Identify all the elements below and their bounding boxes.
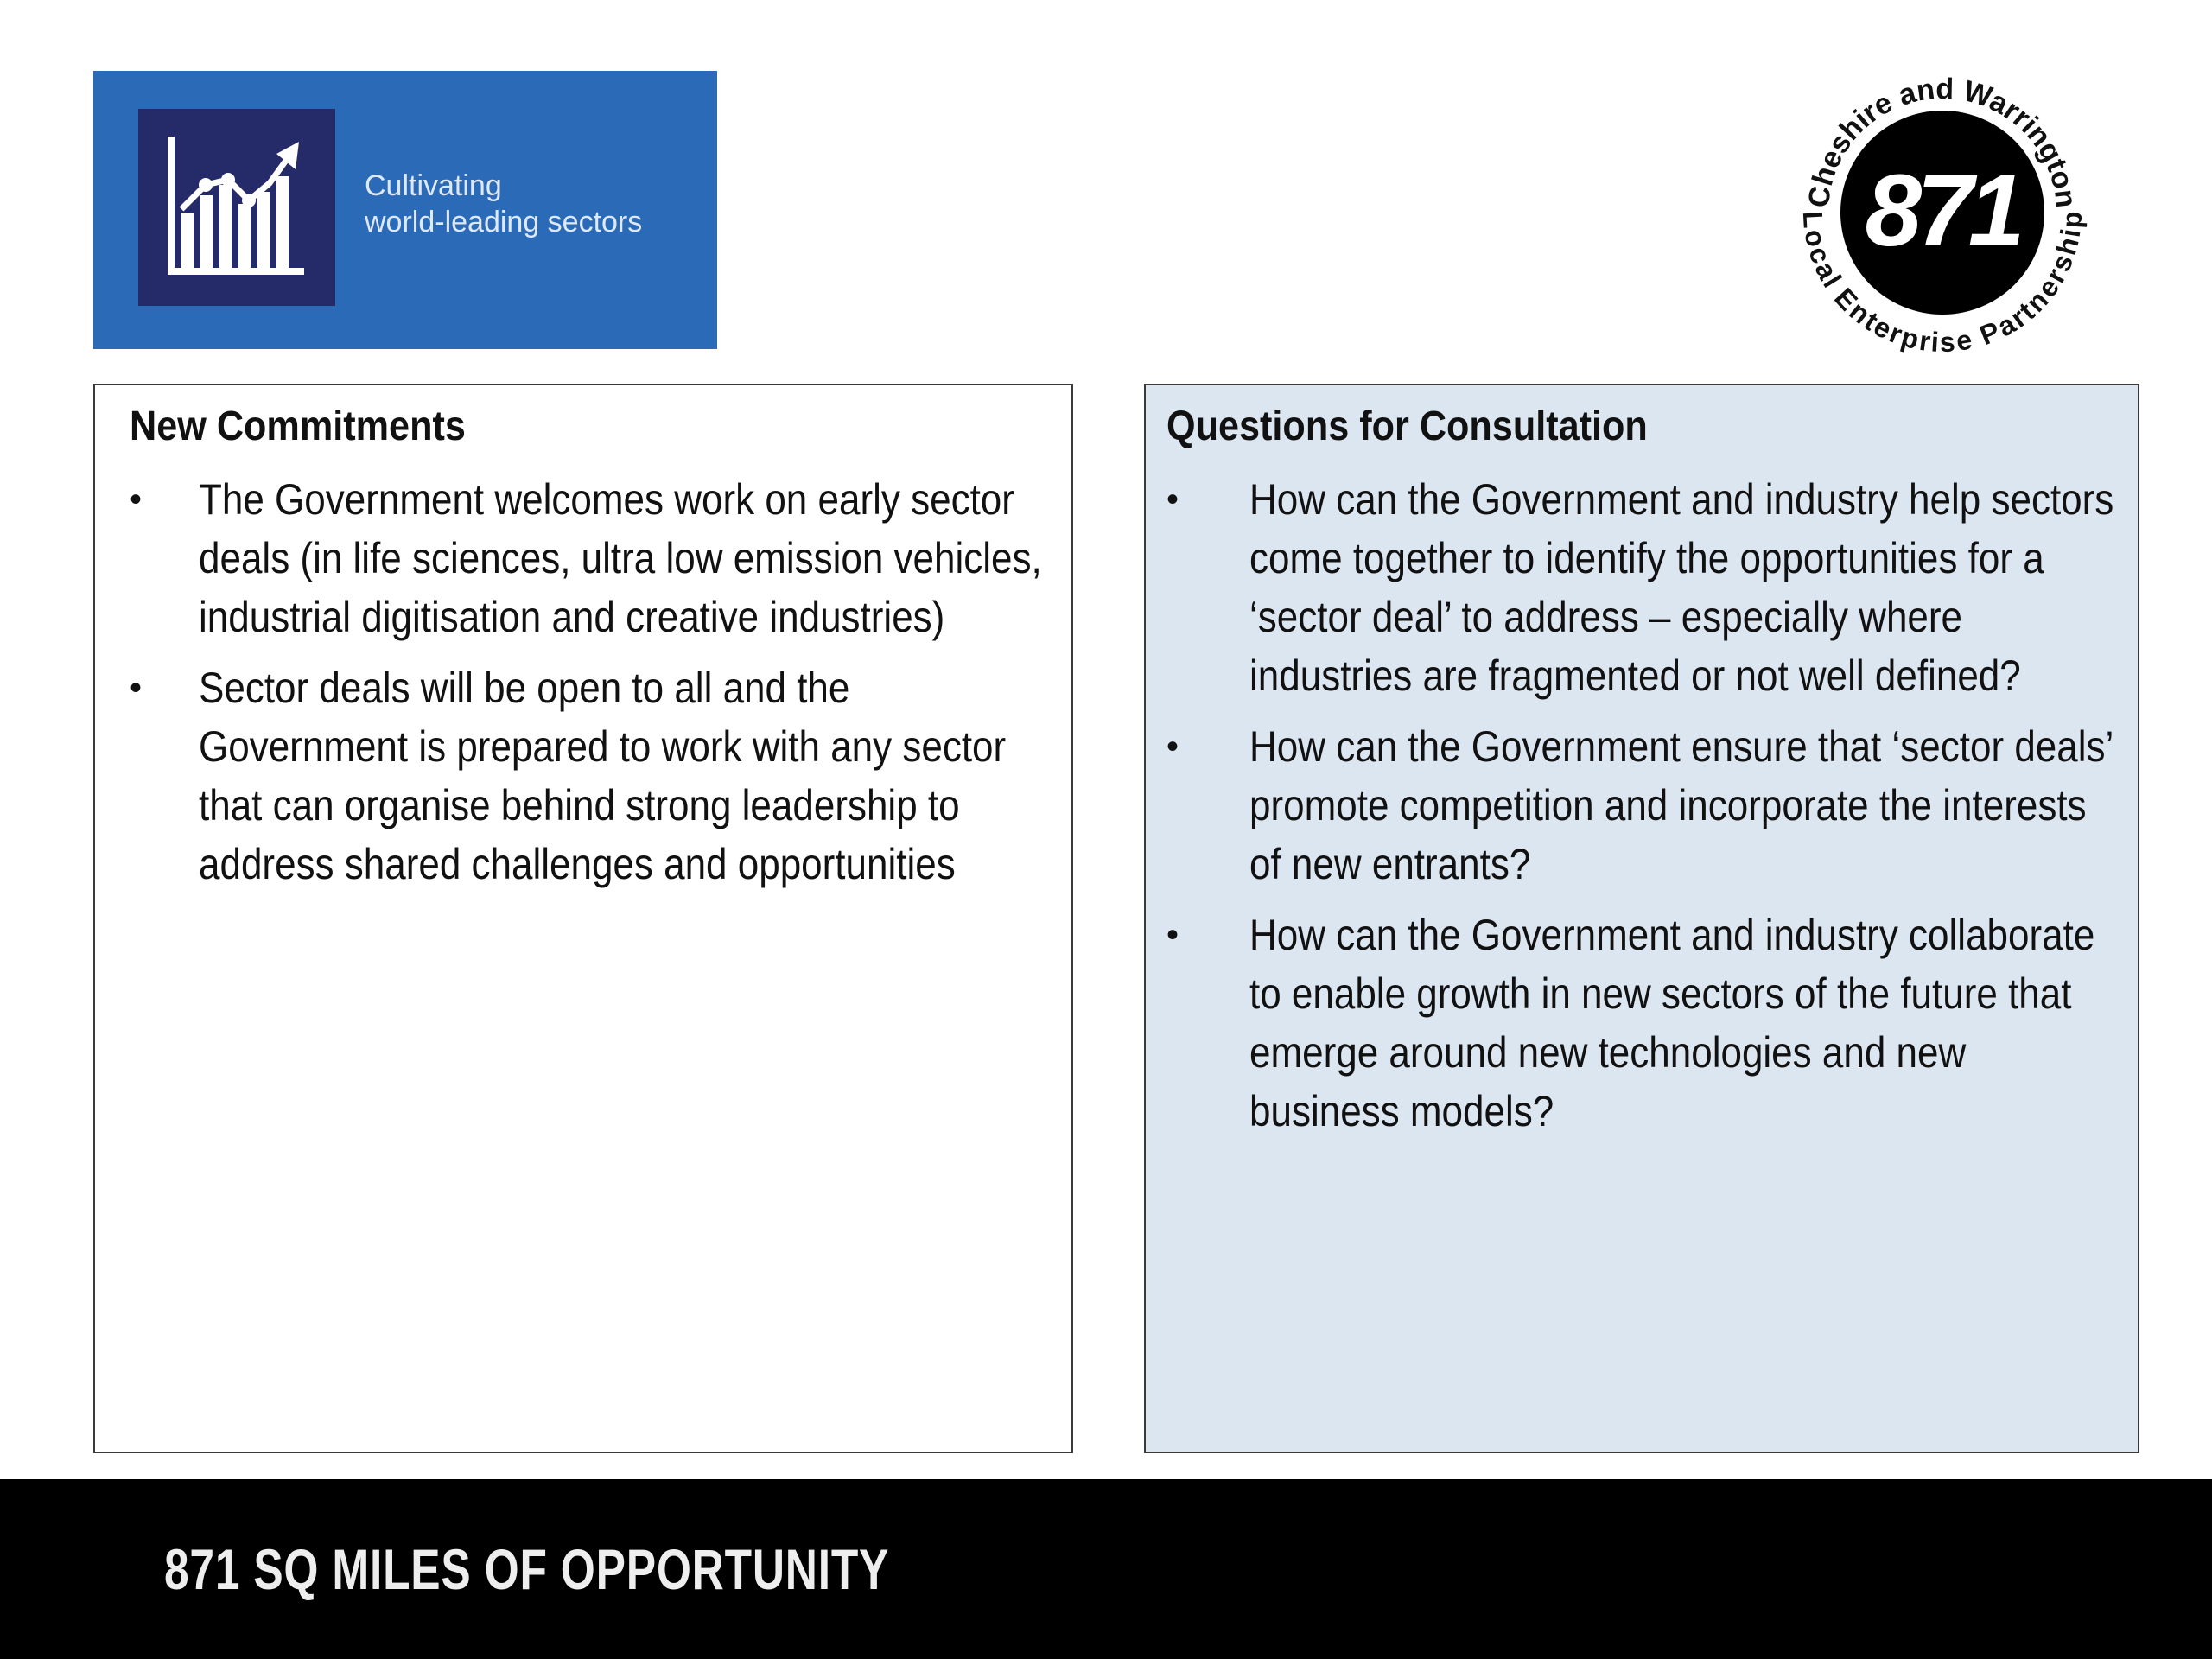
- banner-title-line1: Cultivating: [365, 169, 502, 202]
- consultation-questions-panel: [1144, 384, 2139, 1453]
- banner-title-line2: world-leading sectors: [365, 206, 643, 238]
- list-item: [1166, 906, 2160, 1141]
- sector-banner: [93, 71, 717, 349]
- new-commitments-panel: [93, 384, 1073, 1453]
- consultation-questions-heading: Questions for Consultation: [1166, 404, 1648, 449]
- list-item: [1166, 470, 2160, 705]
- bullet-icon: •: [130, 669, 143, 707]
- list-item-text: Sector deals will be open to all and the Government is prepared to work with any sector that can organise behind strong leadership to address shared challenges and opportunities: [199, 664, 1007, 888]
- logo-arc-top: Cheshire and Warrington: [1802, 72, 2083, 210]
- bullet-icon: •: [130, 480, 143, 518]
- bullet-icon: •: [1166, 916, 1179, 954]
- list-item-text: How can the Government and industry collaborate to enable growth in new sectors of the future that emerge around new technologies and new business models?: [1249, 911, 2095, 1135]
- list-item: [130, 658, 1097, 893]
- list-item: [130, 470, 1097, 646]
- new-commitments-heading: New Commitments: [130, 404, 466, 449]
- banner-title: [365, 168, 642, 240]
- lep-logo: [1787, 57, 2098, 368]
- footer-tagline: 871 SQ MILES OF OPPORTUNITY: [164, 1537, 890, 1601]
- footer-bar: [0, 1479, 2212, 1659]
- growth-chart-icon: [138, 109, 335, 306]
- new-commitments-list: [130, 470, 1097, 906]
- bullet-icon: •: [1166, 480, 1179, 518]
- list-item: [1166, 717, 2160, 893]
- bullet-icon: •: [1166, 728, 1179, 766]
- list-item-text: How can the Government ensure that ‘sector deals’ promote competition and incorporate the interests of new entrants?: [1249, 722, 2113, 888]
- list-item-text: The Government welcomes work on early sector deals (in life sciences, ultra low emission vehicles, industrial digitisation and creative industries): [199, 475, 1042, 641]
- logo-arc-bottom: Local Enterprise Partnership: [1796, 210, 2088, 359]
- consultation-questions-list: [1166, 470, 2160, 1153]
- logo-number: 871: [1865, 154, 2020, 268]
- list-item-text: How can the Government and industry help sectors come together to identify the opportunities for a ‘sector deal’ to address – especially where industries are fragmented or not well defined?: [1249, 475, 2114, 700]
